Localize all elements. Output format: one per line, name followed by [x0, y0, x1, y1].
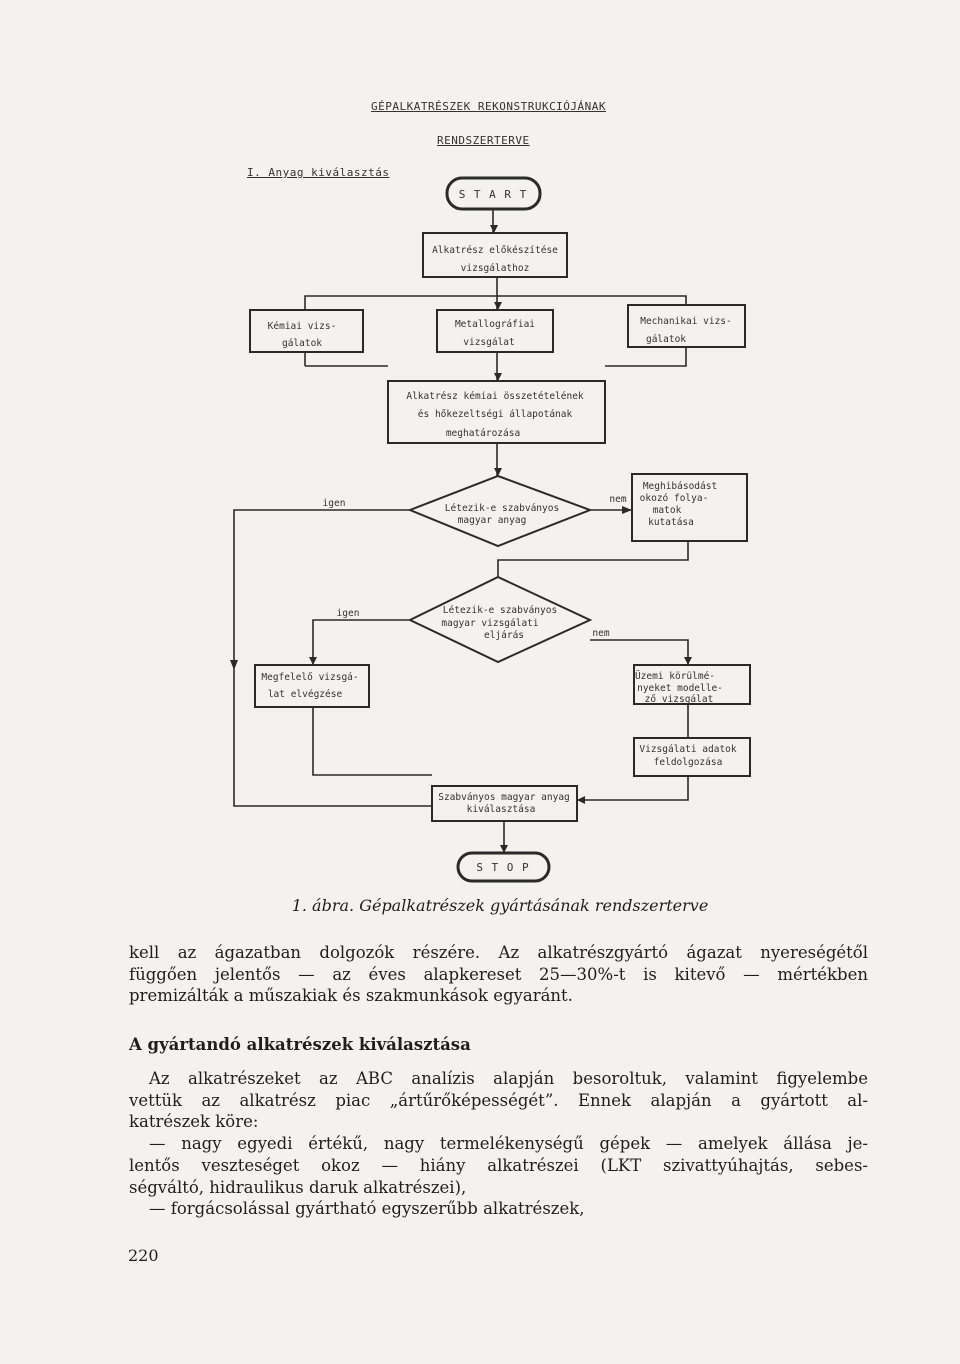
- paragraph-1-line: függően jelentős — az éves alapkereset 25—30%-t is kitevő — mértékben: [129, 964, 868, 984]
- box-operating-line1: Üzemi körülmé-: [634, 671, 716, 682]
- box-failure-line4: kutatása: [648, 517, 694, 528]
- paragraph-1-line: kell az ágazatban dolgozók részére. Az alkatrészgyártó ágazat nyereségétől: [129, 943, 868, 962]
- decision2-line3: eljárás: [483, 630, 525, 641]
- paragraph-1: [129, 942, 868, 1007]
- box-operating-line3: ző vizsgálat: [644, 694, 714, 705]
- label-no-2: nem: [592, 628, 610, 639]
- box-operating-line2: nyeket modelle-: [637, 683, 723, 694]
- box-chemical-line2: gálatok: [281, 338, 323, 349]
- box-mechanical-line1: Mechanikai vizs-: [640, 316, 732, 327]
- box-chemical-line1: Kémiai vizs-: [267, 321, 337, 332]
- figure-title-line2: RENDSZERTERVE: [437, 134, 530, 147]
- list-line: — forgácsolással gyártható egyszerűbb alkatrészek,: [149, 1199, 585, 1219]
- list-line: — nagy egyedi értékű, nagy termelékenységű gépek — amelyek állása je-: [149, 1134, 868, 1154]
- box-select-line1: Szabványos magyar anyag: [438, 792, 570, 803]
- decision2-line1: Létezik-e szabványos: [442, 605, 558, 616]
- box-proper-line2: lat elvégzése: [267, 689, 343, 700]
- stop-label: S T O P: [476, 861, 530, 874]
- page-number: 220: [128, 1246, 159, 1265]
- box-composition-line1: Alkatrész kémiai összetételének: [406, 391, 584, 402]
- decision1-line1: Létezik-e szabványos: [444, 503, 560, 514]
- box-prepare-line2: vizsgálathoz: [460, 263, 530, 274]
- box-metallography-line2: vizsgálat: [463, 337, 515, 348]
- figure-section-label: I. Anyag kiválasztás: [247, 166, 390, 179]
- decision2-line2: magyar vizsgálati: [441, 618, 539, 629]
- paragraph-1-line: premizálták a műszakiak és szakmunkások egyaránt.: [129, 986, 573, 1006]
- paragraph-2-line: katrészek köre:: [129, 1112, 259, 1132]
- label-yes-1: igen: [322, 498, 346, 509]
- caption-number: 1. ábra.: [291, 896, 355, 915]
- list-line: ségváltó, hidraulikus daruk alkatrészei),: [129, 1177, 467, 1197]
- box-failure-line3: matok: [652, 505, 682, 516]
- figure-caption: [0, 896, 960, 915]
- box-prepare-line1: Alkatrész előkészítése: [432, 245, 558, 256]
- box-failure-line1: Meghibásodást: [642, 481, 718, 492]
- box-failure-line2: okozó folya-: [639, 493, 709, 504]
- label-yes-2: igen: [336, 608, 360, 619]
- box-data-line2: feldolgozása: [653, 757, 723, 768]
- caption-text: Gépalkatrészek gyártásának rendszerterve: [359, 896, 709, 915]
- paragraph-2-line: Az alkatrészeket az ABC analízis alapján besoroltuk, valamint figyelembe: [149, 1069, 868, 1088]
- box-proper-line1: Megfelelő vizsgá-: [261, 672, 359, 683]
- paragraph-2-line: vettük az alkatrész piac „ártűrőképességét”. Ennek alapján a gyártott al-: [129, 1090, 868, 1110]
- paragraph-2: [129, 1068, 868, 1220]
- box-composition-line2: és hőkezeltségi állapotának: [417, 409, 573, 420]
- section-heading: A gyártandó alkatrészek kiválasztása: [129, 1035, 471, 1054]
- label-no-1: nem: [609, 494, 627, 505]
- start-label: S T A R T: [458, 188, 528, 201]
- box-select-line2: kiválasztása: [466, 804, 536, 815]
- list-line: lentős veszteséget okoz — hiány alkatrészei (LKT szivattyúhajtás, sebes-: [129, 1155, 868, 1175]
- box-mechanical-line2: gálatok: [645, 334, 687, 345]
- box-metallography-line1: Metallográfiai: [454, 319, 536, 330]
- box-composition-line3: meghatározása: [445, 428, 521, 439]
- figure-title-line1: GÉPALKATRÉSZEK REKONSTRUKCIÓJÁNAK: [371, 100, 607, 113]
- decision1-line2: magyar anyag: [457, 515, 527, 526]
- box-data-line1: Vizsgálati adatok: [639, 744, 737, 755]
